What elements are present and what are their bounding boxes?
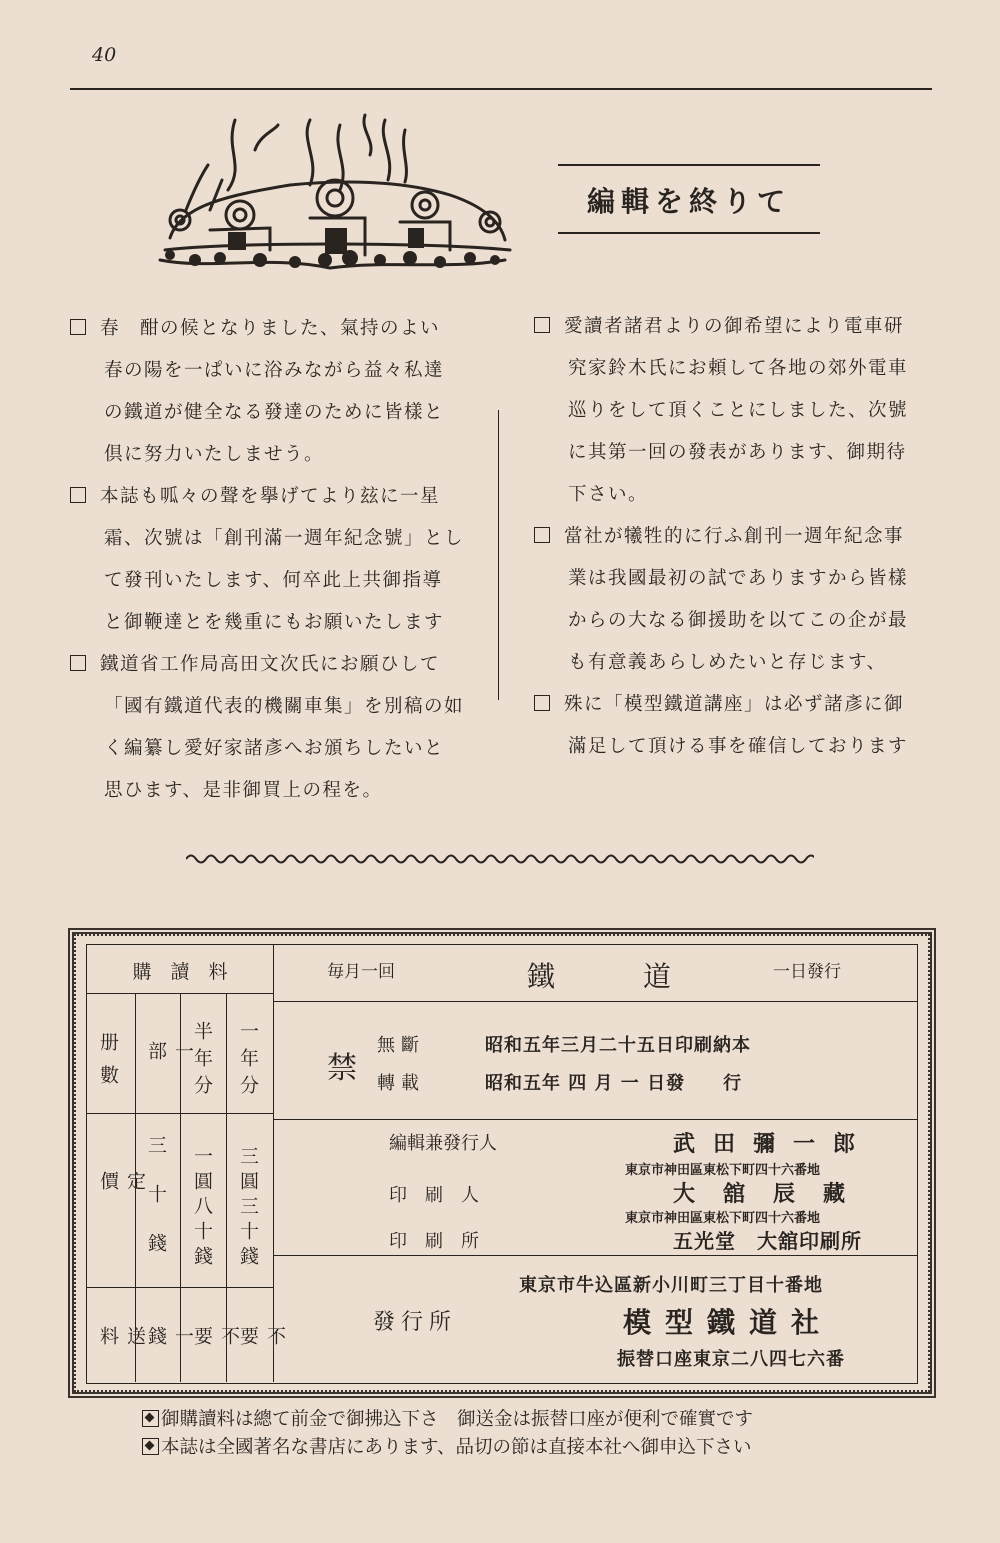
paragraph [70,308,470,476]
right-column [534,306,934,768]
text-line: 春 酣の候となりました、氣持のよい [100,318,441,339]
text-line: て發刊いたします、何卒此上共御指導 [104,570,443,591]
checkbox-bullet-icon [70,655,86,671]
price-cell: 三圓三十錢 [237,1145,259,1271]
publisher-label: 發行所 [373,1310,458,1335]
printer-name: 大舘辰藏 [673,1182,874,1207]
price-cell: 三十錢 [145,1134,167,1282]
text-line: 本誌も呱々の聲を擧げてより玆に一星 [100,486,441,507]
prohibit-mudan: 無斷 [377,1035,425,1056]
row-label-postage: 送料 [97,1325,146,1365]
printer-label: 印 刷 人 [389,1185,479,1206]
subscription-header: 購 讀 料 [132,961,228,983]
text-line: く編纂し愛好家諸彥へお頒ちしたいと [104,738,445,759]
masthead-issue-day: 一日發行 [773,962,841,982]
locomotive-illustration [150,110,515,280]
checkbox-bullet-icon [534,527,550,543]
text-line: も有意義あらしめたいと存じます、 [568,652,887,673]
count-cell: 一部 [145,1040,194,1090]
checkbox-bullet-icon [70,487,86,503]
top-rule [70,88,932,90]
paragraph [70,476,470,644]
text-line: 「國有鐵道代表的機關車集」を別稿の如 [104,696,465,717]
postage-cell: 不要 [237,1325,286,1365]
press-address: 東京市神田區東松下町四十六番地 [625,1211,821,1226]
count-cell: 半年分 [191,1020,213,1102]
prohibit-mark: 禁 [327,1051,357,1086]
postage-cell: 不要 [191,1325,240,1365]
editor-name: 武田彌一郎 [673,1132,874,1157]
text-line: 滿足して頂ける事を確信しております [568,736,909,757]
text-line: 當社が犧牲的に行ふ創刊一週年紀念事 [564,526,905,547]
masthead-name: 鐵 道 [527,960,702,993]
text-line: 愛讀者諸君よりの御希望により電車研 [564,316,905,337]
paragraph [534,684,934,768]
column-divider [498,410,499,700]
publisher-account: 振替口座東京二八四七六番 [617,1349,845,1370]
text-line: 春の陽を一ぱいに浴みながら益々私達 [104,360,445,381]
text-line: 鐵道省工作局高田文次氏にお願ひして [100,654,441,675]
printer-address: 東京市神田區東松下町四十六番地 [625,1163,821,1178]
text-line: と御鞭達とを幾重にもお願いたします [104,612,445,633]
publisher-name: 模型鐵道社 [623,1306,834,1339]
text-line: 倶に努力いたしませう。 [104,444,325,465]
publisher-address: 東京市牛込區新小川町三丁目十番地 [519,1275,823,1296]
postage-cell: 一錢 [145,1325,194,1365]
note-text: 御購讀料は總て前金で御拂込下さ 御送金は振替口座が便利で確實です [161,1409,754,1430]
text-line: に其第一回の發表があります、御期待 [568,442,907,463]
text-line: 殊に「模型鐵道講座」は必ず諸彥に御 [564,694,905,715]
text-line: 究家鈴木氏にお頼して各地の郊外電車 [568,358,909,379]
text-line: 業は我國最初の試でありますから皆樣 [568,568,909,589]
note-line [142,1434,753,1462]
paragraph [70,644,470,812]
page-title: 編輯を終りて [586,185,791,218]
press-label: 印 刷 所 [389,1231,479,1252]
note-line [142,1406,753,1434]
diamond-bullet-icon [142,1438,159,1455]
prohibit-tensai: 轉載 [377,1073,425,1094]
page-number: 40 [92,44,117,66]
paragraph [534,516,934,684]
text-line: 下さい。 [568,484,649,505]
diamond-bullet-icon [142,1410,159,1427]
text-line: からの大なる御援助を以てこの企が最 [568,610,909,631]
count-cell: 一年分 [237,1020,259,1102]
paragraph [534,306,934,516]
print-date: 昭和五年三月二十五日印刷納本 [485,1035,751,1056]
colophon-box [86,944,918,1384]
press-name: 五光堂 大舘印刷所 [673,1229,862,1253]
checkbox-bullet-icon [534,317,550,333]
editor-label: 編輯兼發行人 [389,1133,497,1154]
text-line: の鐵道が健全なる發達のために皆樣と [104,402,445,423]
footer-notes [142,1406,753,1462]
note-text: 本誌は全國著名な書店にあります、品切の節は直接本社へ御申込下さい [161,1437,752,1458]
row-label-count: 册數 [97,1032,119,1098]
text-line: 霜、次號は「創刊滿一週年紀念號」とし [104,528,465,549]
wavy-divider [186,852,814,866]
issue-date: 昭和五年 四 月 一 日發 行 [485,1073,743,1094]
checkbox-bullet-icon [70,319,86,335]
price-cell: 一圓八十錢 [191,1145,213,1271]
row-label-price: 定價 [97,1170,146,1250]
text-line: 思ひます、是非御買上の程を。 [104,780,383,801]
left-column [70,308,470,812]
masthead-frequency: 毎月一回 [327,962,395,982]
checkbox-bullet-icon [534,695,550,711]
text-line: 巡りをして頂くことにしました、次號 [568,400,909,421]
